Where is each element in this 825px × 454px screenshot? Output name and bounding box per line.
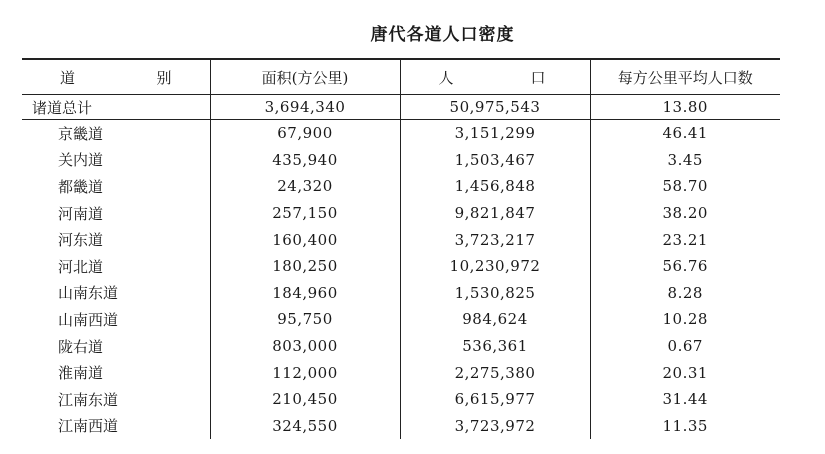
table-row [22, 147, 780, 174]
region-area: 160,400 [210, 226, 400, 253]
region-name: 河南道 [58, 204, 104, 223]
region-name: 关内道 [58, 151, 104, 170]
region-density: 3.45 [590, 147, 780, 174]
region-area: 112,000 [210, 359, 400, 386]
region-area: 180,250 [210, 253, 400, 280]
region-density: 0.67 [590, 333, 780, 360]
region-area: 184,960 [210, 280, 400, 307]
region-population: 536,361 [400, 333, 590, 360]
total-population: 50,975,543 [400, 95, 590, 120]
table-row [22, 413, 780, 440]
header-population-char2: 口 [530, 68, 546, 87]
region-name: 京畿道 [58, 124, 104, 143]
population-density-table [22, 58, 780, 439]
region-population: 3,723,217 [400, 226, 590, 253]
region-density: 20.31 [590, 359, 780, 386]
table-row [22, 359, 780, 386]
region-name: 都畿道 [58, 177, 104, 196]
region-name: 淮南道 [58, 364, 104, 383]
header-population [400, 59, 590, 95]
region-name: 陇右道 [58, 337, 104, 356]
region-density: 23.21 [590, 226, 780, 253]
table-row [22, 253, 780, 280]
table-row [22, 333, 780, 360]
region-density: 8.28 [590, 280, 780, 307]
region-area: 324,550 [210, 413, 400, 440]
total-name: 诸道总计 [22, 95, 210, 120]
table-row [22, 226, 780, 253]
region-area: 210,450 [210, 386, 400, 413]
region-population: 9,821,847 [400, 200, 590, 227]
region-area: 24,320 [210, 173, 400, 200]
table-row [22, 120, 780, 147]
region-population: 3,723,972 [400, 413, 590, 440]
header-region [22, 59, 210, 95]
region-population: 1,456,848 [400, 173, 590, 200]
header-density: 每方公里平均人口数 [590, 59, 780, 95]
region-population: 3,151,299 [400, 120, 590, 147]
total-area: 3,694,340 [210, 95, 400, 120]
total-row [22, 95, 780, 120]
region-name: 山南东道 [58, 284, 119, 303]
region-name: 河北道 [58, 257, 104, 276]
table-title: 唐代各道人口密度 [370, 25, 515, 45]
region-density: 31.44 [590, 386, 780, 413]
region-name: 江南西道 [58, 417, 119, 436]
table-row [22, 386, 780, 413]
region-population: 984,624 [400, 306, 590, 333]
region-population: 10,230,972 [400, 253, 590, 280]
header-region-char1: 道 [60, 68, 76, 87]
table-row [22, 173, 780, 200]
region-name: 山南西道 [58, 310, 119, 329]
header-row [22, 59, 780, 95]
header-area: 面积(方公里) [210, 59, 400, 95]
region-population: 1,530,825 [400, 280, 590, 307]
region-population: 2,275,380 [400, 359, 590, 386]
region-density: 58.70 [590, 173, 780, 200]
region-density: 56.76 [590, 253, 780, 280]
region-population: 1,503,467 [400, 147, 590, 174]
table-row [22, 306, 780, 333]
header-population-char1: 人 [438, 68, 454, 87]
table-row [22, 200, 780, 227]
region-area: 435,940 [210, 147, 400, 174]
region-density: 11.35 [590, 413, 780, 440]
header-region-char2: 别 [156, 68, 172, 87]
region-density: 38.20 [590, 200, 780, 227]
region-area: 803,000 [210, 333, 400, 360]
table-row [22, 280, 780, 307]
region-area: 257,150 [210, 200, 400, 227]
table-container [22, 58, 780, 439]
region-population: 6,615,977 [400, 386, 590, 413]
total-density: 13.80 [590, 95, 780, 120]
region-area: 95,750 [210, 306, 400, 333]
region-density: 10.28 [590, 306, 780, 333]
region-density: 46.41 [590, 120, 780, 147]
region-name: 江南东道 [58, 390, 119, 409]
region-area: 67,900 [210, 120, 400, 147]
region-name: 河东道 [58, 231, 104, 250]
